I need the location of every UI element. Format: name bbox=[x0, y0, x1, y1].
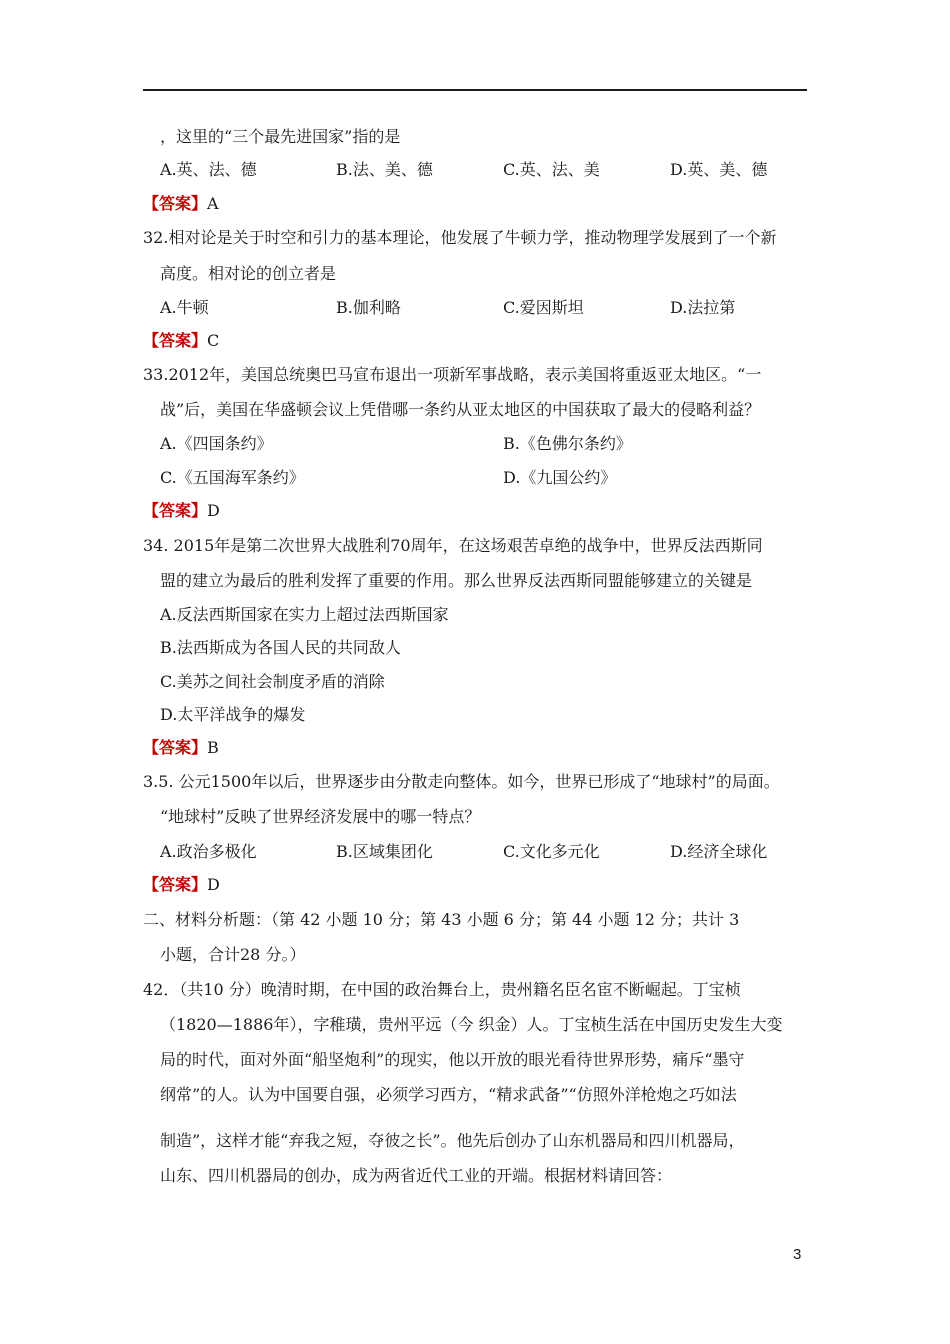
q34-option-d: D.太平洋战争的爆发 bbox=[160, 705, 306, 724]
answer-value: B bbox=[207, 738, 219, 757]
q35-stem-line1: 3.5. 公元1500年以后，世界逐步由分散走向整体。如今，世界已形成了“地球村”的局面。 bbox=[143, 772, 780, 791]
q32-option-d: D.法拉第 bbox=[670, 298, 736, 317]
q32-answer bbox=[143, 330, 219, 352]
q42-line-6: 山东、四川机器局的创办，成为两省近代工业的开端。根据材料请回答： bbox=[160, 1166, 673, 1185]
q34-stem-line1: 34. 2015年是第二次世界大战胜利70周年，在这场艰苦卓绝的战争中，世界反法西斯同 bbox=[143, 536, 763, 555]
answer-value: D bbox=[207, 501, 220, 520]
q33-answer bbox=[143, 500, 220, 522]
header-rule bbox=[143, 89, 807, 91]
answer-value: C bbox=[207, 331, 220, 350]
q35-option-a: A.政治多极化 bbox=[160, 842, 257, 861]
q32-option-c: C.爱因斯坦 bbox=[503, 298, 584, 317]
q33-option-b: B.《色佛尔条约》 bbox=[503, 434, 632, 453]
q34-option-b: B.法西斯成为各国人民的共同敌人 bbox=[160, 638, 401, 657]
answer-value: A bbox=[207, 194, 219, 213]
q34-option-c: C.美苏之间社会制度矛盾的消除 bbox=[160, 672, 385, 691]
q42-line-3: 局的时代，面对外面“船坚炮利”的现实，他以开放的眼光看待世界形势，痛斥“墨守 bbox=[160, 1050, 745, 1069]
q33-option-a: A.《四国条约》 bbox=[160, 434, 273, 453]
q32-stem-line1: 32.相对论是关于时空和引力的基本理论，他发展了牛顿力学，推动物理学发展到了一个新 bbox=[143, 228, 777, 247]
q42-line-5: 制造”，这样才能“弃我之短，夺彼之长”。他先后创办了山东机器局和四川机器局， bbox=[160, 1131, 745, 1150]
answer-tag: 【答案】 bbox=[143, 738, 208, 757]
q42-line-1: 42．（共10 分）晚清时期，在中国的政治舞台上，贵州籍名臣名宦不断崛起。丁宝桢 bbox=[143, 980, 741, 999]
q42-line-2: （1820—1886年），字稚璜，贵州平远（今 织金）人。丁宝桢生活在中国历史发生大变 bbox=[160, 1015, 783, 1034]
q42-line-4: 纲常”的人。认为中国要自强，必须学习西方，“精求武备”“仿照外洋枪炮之巧如法 bbox=[160, 1085, 737, 1104]
q33-option-d: D.《九国公约》 bbox=[503, 468, 617, 487]
q33-stem-line1: 33.2012年，美国总统奥巴马宣布退出一项新军事战略，表示美国将重返亚太地区。“一 bbox=[143, 365, 762, 384]
q33-option-c: C.《五国海军条约》 bbox=[160, 468, 305, 487]
q32-stem-line2: 高度。相对论的创立者是 bbox=[160, 264, 337, 283]
q35-answer bbox=[143, 874, 220, 896]
page-number: 3 bbox=[793, 1246, 802, 1263]
answer-tag: 【答案】 bbox=[143, 331, 208, 350]
q34-answer bbox=[143, 737, 219, 759]
q32-option-b: B.伽利略 bbox=[336, 298, 401, 317]
answer-value: D bbox=[207, 875, 220, 894]
q32-option-a: A.牛顿 bbox=[160, 298, 209, 317]
q31-answer bbox=[143, 193, 219, 215]
q34-option-a: A.反法西斯国家在实力上超过法西斯国家 bbox=[160, 605, 449, 624]
answer-tag: 【答案】 bbox=[143, 194, 208, 213]
q31-option-a: A.英、法、德 bbox=[160, 160, 257, 179]
section2-heading-line2: 小题，合计28 分。） bbox=[160, 945, 306, 964]
q31-option-b: B.法、美、德 bbox=[336, 160, 433, 179]
section2-heading-line1: 二、材料分析题：（第 42 小题 10 分；第 43 小题 6 分；第 44 小题 12 分；共计 3 bbox=[143, 910, 740, 929]
answer-tag: 【答案】 bbox=[143, 501, 208, 520]
q35-option-c: C.文化多元化 bbox=[503, 842, 600, 861]
q35-stem-line2: “地球村”反映了世界经济发展中的哪一特点？ bbox=[160, 807, 481, 826]
q35-option-d: D.经济全球化 bbox=[670, 842, 768, 861]
q31-option-c: C.英、法、美 bbox=[503, 160, 600, 179]
answer-tag: 【答案】 bbox=[143, 875, 208, 894]
q31-option-d: D.英、美、德 bbox=[670, 160, 768, 179]
q35-option-b: B.区域集团化 bbox=[336, 842, 433, 861]
q33-stem-line2: 战”后，美国在华盛顿会议上凭借哪一条约从亚太地区的中国获取了最大的侵略利益？ bbox=[160, 400, 761, 419]
q34-stem-line2: 盟的建立为最后的胜利发挥了重要的作用。那么世界反法西斯同盟能够建立的关键是 bbox=[160, 571, 753, 590]
q31-stem: ，这里的“三个最先进国家”指的是 bbox=[160, 127, 401, 146]
